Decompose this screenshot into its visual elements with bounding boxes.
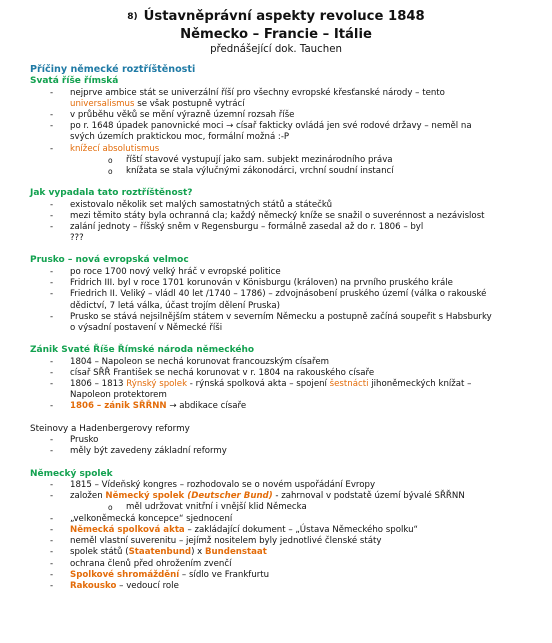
highlight-princely-absolutism: knížecí absolutismus bbox=[70, 143, 160, 154]
section-heading-end-of-hre: Zánik Svaté Říše Římské národa německého bbox=[30, 345, 255, 356]
list-item: - po roce 1700 nový velký hráč v evropské politice bbox=[30, 267, 538, 278]
list-item-continuation: o výsadní postavení v Německé říši bbox=[70, 322, 223, 333]
document-body bbox=[30, 64, 538, 592]
lecturer-line: přednášející dok. Tauchen bbox=[210, 44, 342, 55]
lecture-number: 8) bbox=[127, 12, 138, 22]
section-heading-fragmentation: Jak vypadala tato roztříštěnost? bbox=[30, 188, 193, 199]
highlight-austria: Rakousko bbox=[70, 580, 117, 591]
list-item: - Friedrich II. Veliký – vládl 40 let /1740 – 1786) – zdvojnásobení pruského území (válka o rakouské bbox=[30, 289, 538, 300]
list-item: - „velkoněmecká koncepce“ sjednocení bbox=[30, 514, 538, 525]
highlight-rhine-confederation: Rýnský spolek bbox=[126, 379, 188, 390]
list-item: - Spolkové shromáždění – sídlo ve Frankfurtu bbox=[30, 570, 538, 581]
highlight-federal-acts: Německá spolková akta bbox=[70, 524, 185, 535]
highlight-end-srrnn: 1806 – zánik SŘŘNN bbox=[70, 401, 167, 412]
bullet-list-prussia bbox=[30, 267, 538, 334]
list-item: - zalání jednoty – říšský sněm v Regensburgu – formálně zasedal až do r. 1806 – byl bbox=[30, 222, 538, 233]
section-heading-reforms: Steinovy a Hadenbergerovy reformy bbox=[30, 423, 190, 434]
highlight-staatenbund: Staatenbund bbox=[128, 547, 192, 558]
list-item: - po r. 1648 úpadek panovnické moci → císař fakticky ovládá jen své rodové državy – neměl na bbox=[30, 121, 538, 132]
document-title: Ústavněprávní aspekty revoluce 1848 bbox=[143, 9, 425, 24]
bullet-list-german-confederation bbox=[30, 480, 538, 592]
list-item: - 1815 – Vídeňský kongres – rozhodovalo se o novém uspořádání Evropy bbox=[30, 480, 538, 491]
list-item: - Německá spolková akta – zakládající dokument – „Ústava Německého spolku“ bbox=[30, 525, 538, 536]
list-item: - založen Německý spolek (Deutscher Bund) - zahrnoval v podstatě území bývalé SŘŘNN bbox=[30, 491, 538, 502]
list-item: - Prusko bbox=[30, 435, 538, 446]
list-item bbox=[30, 144, 538, 155]
list-item: - Fridrich III. byl v roce 1701 korunován v Könisburgu (královen) na prvního pruského krále bbox=[30, 278, 538, 289]
sub-list-item: o knížata se stala výlučnými zákonodárci, vrchní soudní instancí bbox=[30, 166, 538, 177]
section-heading-german-confederation: Německý spolek bbox=[30, 468, 113, 479]
highlight-sixteen: šestnácti bbox=[329, 379, 369, 390]
title-line-1 bbox=[0, 8, 552, 26]
list-item: - existovalo několik set malých samostatných států a státečků bbox=[30, 200, 538, 211]
section-subheading-holy-roman-empire: Svatá říše římská bbox=[30, 76, 119, 86]
highlight-universalism: universalismus bbox=[70, 98, 135, 109]
list-item-continuation: svých územích praktickou moc, formální možná :-P bbox=[70, 132, 290, 143]
list-item: - Rakousko – vedoucí role bbox=[30, 581, 538, 592]
list-item: - 1804 – Napoleon se nechá korunovat francouzským císařem bbox=[30, 357, 538, 368]
list-item: - 1806 – 1813 Rýnský spolek - rýnská spolková akta – spojení šestnácti jihoněmeckých knížat – bbox=[30, 379, 538, 390]
bullet-list-end-of-hre bbox=[30, 357, 538, 413]
bullet-list-reforms bbox=[30, 435, 538, 457]
bullet-list-hre bbox=[30, 88, 538, 178]
list-item: - císař SŘŘ František se nechá korunovat v r. 1804 na rakouského císaře bbox=[30, 368, 538, 379]
highlight-german-confederation: Německý spolek bbox=[105, 491, 185, 502]
list-item: - neměl vlastní suverenitu – jejímž nositelem byly jednotlivé členské státy bbox=[30, 536, 538, 547]
sub-list-item: o měl udržovat vnitřní i vnější klid Německa bbox=[30, 502, 538, 513]
list-item: - v průběhu věků se mění výrazně územní rozsah říše bbox=[30, 110, 538, 121]
list-item: - spolek států (Staatenbund) x Bundenstaat bbox=[30, 547, 538, 558]
list-item: - Prusko se stává nejsilnějším státem v severním Německu a postupně začíná soupeřit s Habsburky bbox=[30, 312, 538, 323]
bullet-list-fragmentation bbox=[30, 200, 538, 245]
list-item: - měly být zavedeny základní reformy bbox=[30, 446, 538, 457]
highlight-bundenstaat: Bundenstaat bbox=[205, 547, 267, 558]
list-item-continuation: universalismus se však postupně vytrácí bbox=[70, 98, 245, 109]
list-item: - mezi těmito státy byla ochranná cla; každý německý kníže se snažil o suverénnost a nezávislost bbox=[30, 211, 538, 222]
list-item: - 1806 – zánik SŘŘNN → abdikace císaře bbox=[30, 401, 538, 412]
list-item-continuation: Napoleon protektorem bbox=[70, 390, 167, 401]
section-heading-causes: Příčiny německé roztříštěnosti bbox=[30, 64, 196, 75]
list-item-continuation: dědictví, 7 letá válka, účast trojím dělení Pruska) bbox=[70, 300, 280, 311]
list-item: - ochrana členů před ohrožením zvenčí bbox=[30, 559, 538, 570]
list-item: - nejprve ambice stát se univerzální říší pro všechny evropské křesťanské národy – tento bbox=[30, 88, 538, 99]
list-item-continuation: ??? bbox=[70, 233, 84, 244]
highlight-federal-assembly: Spolkové shromáždění bbox=[70, 569, 180, 580]
section-heading-prussia: Prusko – nová evropská velmoc bbox=[30, 255, 189, 266]
document-header bbox=[0, 0, 552, 57]
highlight-deutscher-bund: (Deutscher Bund) bbox=[184, 491, 273, 502]
sub-list-item: o říští stavové vystupují jako sam. subjekt mezinárodního práva bbox=[30, 155, 538, 166]
document-subtitle: Německo – Francie – Itálie bbox=[180, 27, 372, 42]
